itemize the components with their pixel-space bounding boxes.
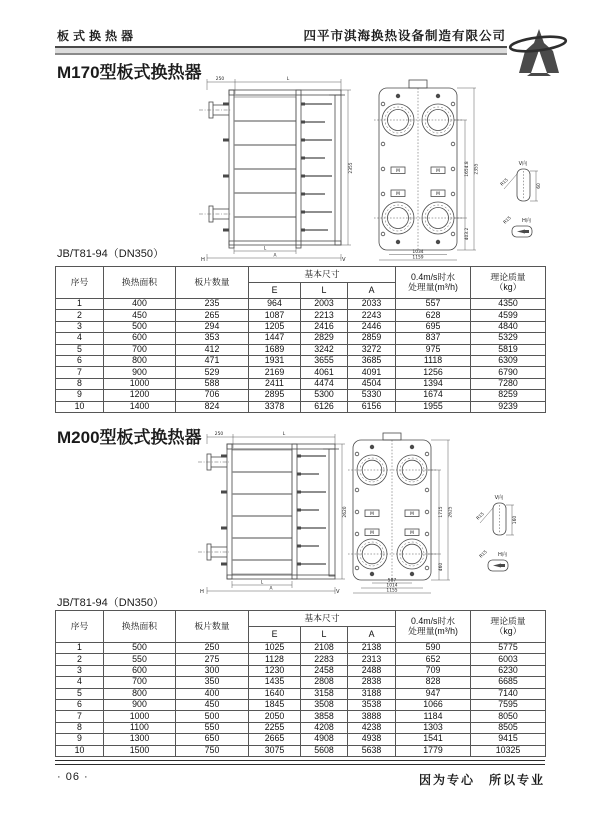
table-cell: 350 [176, 677, 249, 688]
standard-label-m170: JB/T81-94（DN350） [57, 248, 164, 260]
table-cell: 652 [396, 654, 471, 665]
col-a: A [348, 627, 396, 643]
table-cell: 275 [176, 654, 249, 665]
m170-table-body [56, 299, 546, 413]
table-cell: 500 [104, 321, 176, 332]
table-cell: 6309 [471, 355, 546, 366]
table-cell: 1000 [104, 378, 176, 389]
table-row [56, 355, 546, 366]
table-cell: 700 [104, 344, 176, 355]
table-cell: 250 [176, 643, 249, 654]
table-cell: 3888 [348, 711, 396, 722]
h-view-label: H向 [498, 552, 508, 558]
table-cell: 3272 [348, 344, 396, 355]
table-cell: 650 [176, 734, 249, 745]
col-area: 换热面积 [104, 611, 176, 643]
section-title-m200: M200型板式换热器 [57, 428, 202, 447]
table-cell: 700 [104, 677, 176, 688]
header-divider [55, 46, 507, 55]
table-cell: 900 [104, 699, 176, 710]
table-cell: 1640 [249, 688, 301, 699]
table-cell: 709 [396, 665, 471, 676]
tie-bolts [223, 103, 332, 232]
radius-label-h: R15 [502, 215, 513, 226]
col-index: 序号 [56, 267, 104, 299]
table-cell: 7140 [471, 688, 546, 699]
m200-side-view-drawing [195, 430, 350, 594]
dim-1014: 1014 [386, 583, 398, 589]
table-cell: 2283 [301, 654, 348, 665]
table-cell: 3 [56, 665, 104, 676]
table-cell: 4599 [471, 310, 546, 321]
dim-port-span: 1654.8 [465, 161, 470, 177]
footer-divider [55, 760, 545, 765]
table-cell: 2213 [301, 310, 348, 321]
table-cell: 1205 [249, 321, 301, 332]
table-cell: 2411 [249, 378, 301, 389]
table-cell: 557 [396, 299, 471, 310]
table-row [56, 665, 546, 676]
table-cell: 500 [104, 643, 176, 654]
table-row [56, 711, 546, 722]
table-cell: 1000 [104, 711, 176, 722]
m170-side-view-drawing [195, 74, 357, 262]
table-row [56, 745, 546, 756]
table-cell: 353 [176, 333, 249, 344]
table-cell: 2 [56, 310, 104, 321]
table-cell: 1200 [104, 390, 176, 401]
table-cell: 900 [104, 367, 176, 378]
table-cell: 1118 [396, 355, 471, 366]
table-cell: 1779 [396, 745, 471, 756]
table-cell: 550 [104, 654, 176, 665]
table-cell: 9 [56, 734, 104, 745]
table-cell: 300 [176, 665, 249, 676]
col-mass: 理论质量 （kg） [471, 267, 546, 299]
table-cell: 1 [56, 643, 104, 654]
table-cell: 7 [56, 367, 104, 378]
dim-front-height: 2625 [448, 506, 454, 518]
table-cell: 824 [176, 401, 249, 412]
table-cell: 294 [176, 321, 249, 332]
v-view-label: V向 [518, 161, 528, 167]
svg-text:M: M [370, 531, 374, 536]
standard-label-m200: JB/T81-94（DN350） [57, 597, 164, 609]
plate-pack [232, 450, 292, 574]
table-cell: 3858 [301, 711, 348, 722]
table-cell: 2416 [301, 321, 348, 332]
table-cell: 1066 [396, 699, 471, 710]
table-cell: 1394 [396, 378, 471, 389]
table-cell: 1500 [104, 745, 176, 756]
table-cell: 1128 [249, 654, 301, 665]
table-cell: 1447 [249, 333, 301, 344]
table-row [56, 299, 546, 310]
table-cell: 1087 [249, 310, 301, 321]
table-cell: 8259 [471, 390, 546, 401]
footer-slogan: 因为专心 所以专业 [418, 773, 545, 787]
m200-detail-views [471, 492, 526, 592]
table-cell: 1435 [249, 677, 301, 688]
table-cell: 3188 [348, 688, 396, 699]
table-cell: 1100 [104, 722, 176, 733]
table-row [56, 310, 546, 321]
dim-2620: 2620 [343, 506, 348, 518]
svg-text:M: M [436, 192, 440, 197]
page-number: · 06 · [57, 771, 89, 783]
table-cell: 2829 [301, 333, 348, 344]
table-cell: 1674 [396, 390, 471, 401]
table-cell: 400 [104, 299, 176, 310]
dim-2355: 2355 [349, 162, 354, 174]
radius-label-v: R15 [475, 511, 486, 522]
table-cell: 2859 [348, 333, 396, 344]
table-cell: 3685 [348, 355, 396, 366]
table-cell: 3508 [301, 699, 348, 710]
table-cell: 4 [56, 333, 104, 344]
table-cell: 4091 [348, 367, 396, 378]
table-cell: 590 [396, 643, 471, 654]
table-cell: 6 [56, 699, 104, 710]
m170-spec-table [55, 266, 546, 413]
col-basic-dims: 基本尺寸 [249, 611, 396, 627]
table-cell: 2138 [348, 643, 396, 654]
col-e: E [249, 283, 301, 299]
table-cell: 6230 [471, 665, 546, 676]
company-logo-star-icon [507, 27, 571, 79]
table-cell: 800 [104, 355, 176, 366]
table-cell: 600 [104, 665, 176, 676]
table-cell: 1303 [396, 722, 471, 733]
table-row [56, 722, 546, 733]
table-cell: 2169 [249, 367, 301, 378]
col-l: L [301, 627, 348, 643]
table-cell: 5775 [471, 643, 546, 654]
view-label-v: V [342, 257, 346, 262]
table-cell: 3538 [348, 699, 396, 710]
table-cell: 550 [176, 722, 249, 733]
table-cell: 947 [396, 688, 471, 699]
table-cell: 10 [56, 745, 104, 756]
table-cell: 2 [56, 654, 104, 665]
m200-spec-table [55, 610, 546, 757]
table-cell: 964 [249, 299, 301, 310]
table-cell: 600 [104, 333, 176, 344]
table-cell: 3655 [301, 355, 348, 366]
dim-bottom-port: 403.2 [465, 227, 470, 241]
v-view-label: V向 [494, 495, 504, 501]
doc-title: 板式换热器 [57, 29, 138, 43]
table-row [56, 378, 546, 389]
dim-a: A [269, 586, 273, 592]
col-plates: 板片数量 [176, 611, 249, 643]
table-cell: 706 [176, 390, 249, 401]
table-row [56, 344, 546, 355]
table-cell: 1230 [249, 665, 301, 676]
table-cell: 3 [56, 321, 104, 332]
table-cell: 7280 [471, 378, 546, 389]
radius-label-h: R15 [478, 549, 489, 560]
table-cell: 450 [176, 699, 249, 710]
table-cell: 10 [56, 401, 104, 412]
dim-port-span: 1715 [439, 506, 444, 518]
table-row [56, 654, 546, 665]
table-cell: 2003 [301, 299, 348, 310]
table-cell: 8050 [471, 711, 546, 722]
table-cell: 9239 [471, 401, 546, 412]
table-row [56, 688, 546, 699]
table-cell: 1541 [396, 734, 471, 745]
table-cell: 235 [176, 299, 249, 310]
table-cell: 2255 [249, 722, 301, 733]
col-area: 换热面积 [104, 267, 176, 299]
table-cell: 7595 [471, 699, 546, 710]
table-cell: 1 [56, 299, 104, 310]
table-cell: 10325 [471, 745, 546, 756]
table-cell: 7 [56, 711, 104, 722]
company-name: 四平市淇海换热设备制造有限公司 [303, 29, 506, 43]
table-row [56, 390, 546, 401]
table-cell: 2458 [301, 665, 348, 676]
svg-text:M: M [396, 169, 400, 174]
table-cell: 2488 [348, 665, 396, 676]
table-row [56, 321, 546, 332]
table-cell: 4208 [301, 722, 348, 733]
v-detail-dim: 60 [537, 183, 542, 189]
inlet-nozzle-bottom [198, 544, 229, 560]
m170-detail-views [495, 158, 550, 258]
m170-drawing-area [195, 74, 555, 262]
table-cell: 5330 [348, 390, 396, 401]
table-cell: 2243 [348, 310, 396, 321]
table-cell: 9 [56, 390, 104, 401]
m170-table-header [56, 267, 546, 299]
view-label-h: H [201, 257, 205, 262]
table-cell: 5638 [348, 745, 396, 756]
table-cell: 2108 [301, 643, 348, 654]
table-cell: 265 [176, 310, 249, 321]
table-cell: 400 [176, 688, 249, 699]
table-cell: 3158 [301, 688, 348, 699]
view-label-v: V [336, 589, 340, 594]
table-cell: 529 [176, 367, 249, 378]
table-cell: 2033 [348, 299, 396, 310]
table-cell: 750 [176, 745, 249, 756]
m170-front-view-drawing [373, 76, 483, 262]
table-row [56, 734, 546, 745]
svg-text:M: M [370, 512, 374, 517]
table-cell: 5 [56, 688, 104, 699]
dim-front-height: 2355 [474, 163, 480, 175]
table-cell: 2050 [249, 711, 301, 722]
col-l: L [301, 283, 348, 299]
table-cell: 6156 [348, 401, 396, 412]
table-cell: 4350 [471, 299, 546, 310]
table-cell: 695 [396, 321, 471, 332]
section-title-m170: M170型板式换热器 [57, 63, 202, 82]
dim-l-top: L [286, 77, 290, 82]
table-row [56, 699, 546, 710]
svg-text:M: M [396, 192, 400, 197]
table-row [56, 677, 546, 688]
table-cell: 5819 [471, 344, 546, 355]
table-cell: 1184 [396, 711, 471, 722]
table-cell: 588 [176, 378, 249, 389]
table-cell: 975 [396, 344, 471, 355]
table-cell: 2313 [348, 654, 396, 665]
table-cell: 2665 [249, 734, 301, 745]
table-cell: 1955 [396, 401, 471, 412]
dim-l-top: L [282, 432, 286, 437]
svg-text:M: M [436, 169, 440, 174]
table-cell: 4504 [348, 378, 396, 389]
table-cell: 4840 [471, 321, 546, 332]
table-cell: 471 [176, 355, 249, 366]
table-cell: 8 [56, 378, 104, 389]
table-cell: 4908 [301, 734, 348, 745]
col-a: A [348, 283, 396, 299]
table-cell: 5 [56, 344, 104, 355]
v-detail-dim: 160 [513, 515, 518, 525]
tie-bolts [221, 455, 326, 566]
table-row [56, 401, 546, 412]
table-cell: 1689 [249, 344, 301, 355]
col-flow: 0.4m/s时水 处理量(m³/h) [396, 611, 471, 643]
dim-1034: 1034 [412, 250, 424, 255]
dim-l-bottom: L [260, 580, 264, 586]
dim-587: 587 [387, 578, 397, 584]
dim-a: A [273, 253, 277, 259]
h-view-label: H向 [522, 218, 532, 224]
table-cell: 450 [104, 310, 176, 321]
dim-bottom-port: 460 [439, 562, 444, 572]
dim-1155: 1155 [386, 588, 398, 594]
table-cell: 1256 [396, 367, 471, 378]
table-cell: 412 [176, 344, 249, 355]
table-cell: 4938 [348, 734, 396, 745]
inlet-nozzle-bottom [199, 206, 231, 222]
table-cell: 2808 [301, 677, 348, 688]
table-cell: 1025 [249, 643, 301, 654]
table-cell: 837 [396, 333, 471, 344]
col-index: 序号 [56, 611, 104, 643]
table-row [56, 333, 546, 344]
table-cell: 5608 [301, 745, 348, 756]
table-row [56, 643, 546, 654]
dim-250: 250 [214, 432, 224, 437]
table-cell: 8505 [471, 722, 546, 733]
table-cell: 8 [56, 722, 104, 733]
table-cell: 4 [56, 677, 104, 688]
table-cell: 4238 [348, 722, 396, 733]
col-plates: 板片数量 [176, 267, 249, 299]
table-cell: 1931 [249, 355, 301, 366]
table-cell: 2446 [348, 321, 396, 332]
col-basic-dims: 基本尺寸 [249, 267, 396, 283]
radius-label-v: R15 [499, 177, 510, 188]
table-cell: 500 [176, 711, 249, 722]
table-cell: 1845 [249, 699, 301, 710]
m200-table-header [56, 611, 546, 643]
table-cell: 6790 [471, 367, 546, 378]
svg-text:M: M [410, 512, 414, 517]
m200-table-body [56, 643, 546, 757]
table-cell: 5300 [301, 390, 348, 401]
table-cell: 3075 [249, 745, 301, 756]
view-label-h: H [200, 589, 204, 594]
svg-text:M: M [410, 531, 414, 536]
table-cell: 4061 [301, 367, 348, 378]
table-cell: 6126 [301, 401, 348, 412]
table-cell: 2838 [348, 677, 396, 688]
m200-front-view-drawing [347, 430, 457, 594]
table-cell: 3378 [249, 401, 301, 412]
dim-l-bottom: L [263, 246, 267, 252]
table-cell: 1300 [104, 734, 176, 745]
col-e: E [249, 627, 301, 643]
table-cell: 4474 [301, 378, 348, 389]
m200-drawing-area [195, 430, 555, 594]
table-cell: 628 [396, 310, 471, 321]
table-cell: 6003 [471, 654, 546, 665]
table-cell: 2895 [249, 390, 301, 401]
table-cell: 6685 [471, 677, 546, 688]
col-mass: 理论质量 （kg） [471, 611, 546, 643]
table-cell: 6 [56, 355, 104, 366]
table-cell: 800 [104, 688, 176, 699]
table-row [56, 367, 546, 378]
table-cell: 828 [396, 677, 471, 688]
col-flow: 0.4m/s时水 处理量(m³/h) [396, 267, 471, 299]
table-cell: 3242 [301, 344, 348, 355]
dim-250: 250 [215, 77, 225, 82]
table-cell: 1400 [104, 401, 176, 412]
table-cell: 5329 [471, 333, 546, 344]
table-cell: 9415 [471, 734, 546, 745]
dim-1159: 1159 [412, 255, 424, 261]
